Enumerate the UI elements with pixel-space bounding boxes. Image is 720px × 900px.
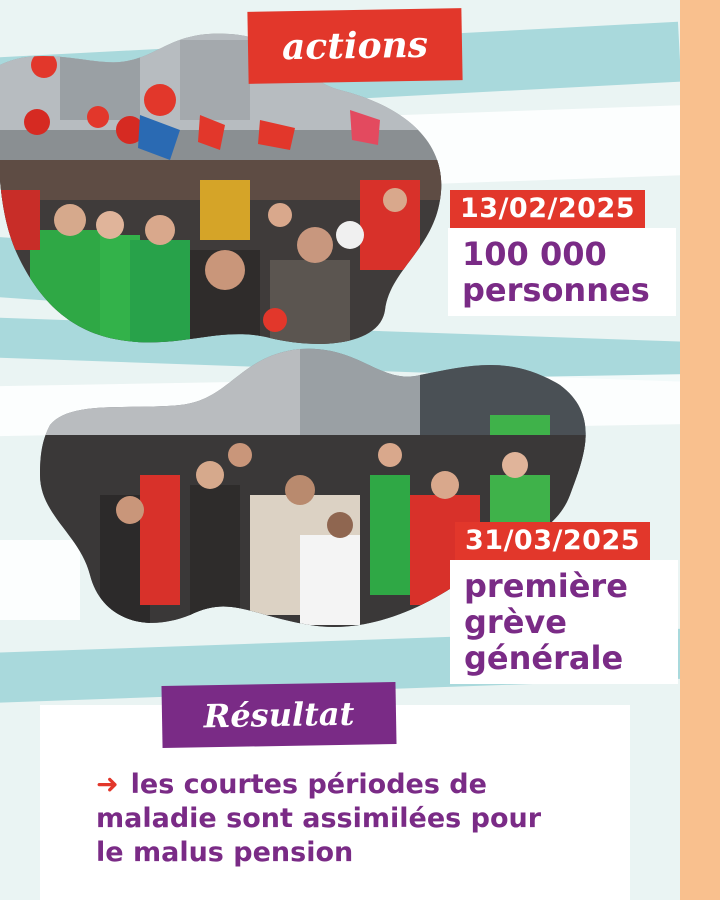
event-caption (450, 560, 678, 684)
event-date-label: 31/03/2025 (465, 525, 641, 556)
section-title-actions-label: actions (281, 23, 429, 69)
arrow-right-icon: ➜ (96, 769, 119, 800)
event-date-label: 13/02/2025 (460, 193, 636, 224)
event-caption-line: 100 000 (462, 235, 607, 273)
event-caption-line: grève (464, 603, 567, 641)
event-date (455, 522, 650, 560)
section-title-actions (247, 8, 462, 84)
result-line-text: les courtes périodes de (130, 769, 487, 800)
right-band (680, 0, 720, 900)
result-line: maladie sont assimilées pour (96, 803, 542, 834)
event-caption-line: première (464, 567, 628, 605)
section-title-result (161, 682, 396, 748)
section-title-result-label: Résultat (203, 694, 355, 736)
event-caption (448, 228, 676, 316)
result-line (96, 768, 616, 802)
result-text (96, 768, 616, 870)
event-caption-line: générale (464, 639, 624, 677)
event-caption-line: personnes (462, 271, 650, 309)
result-line: le malus pension (96, 837, 354, 868)
event-date (450, 190, 645, 228)
